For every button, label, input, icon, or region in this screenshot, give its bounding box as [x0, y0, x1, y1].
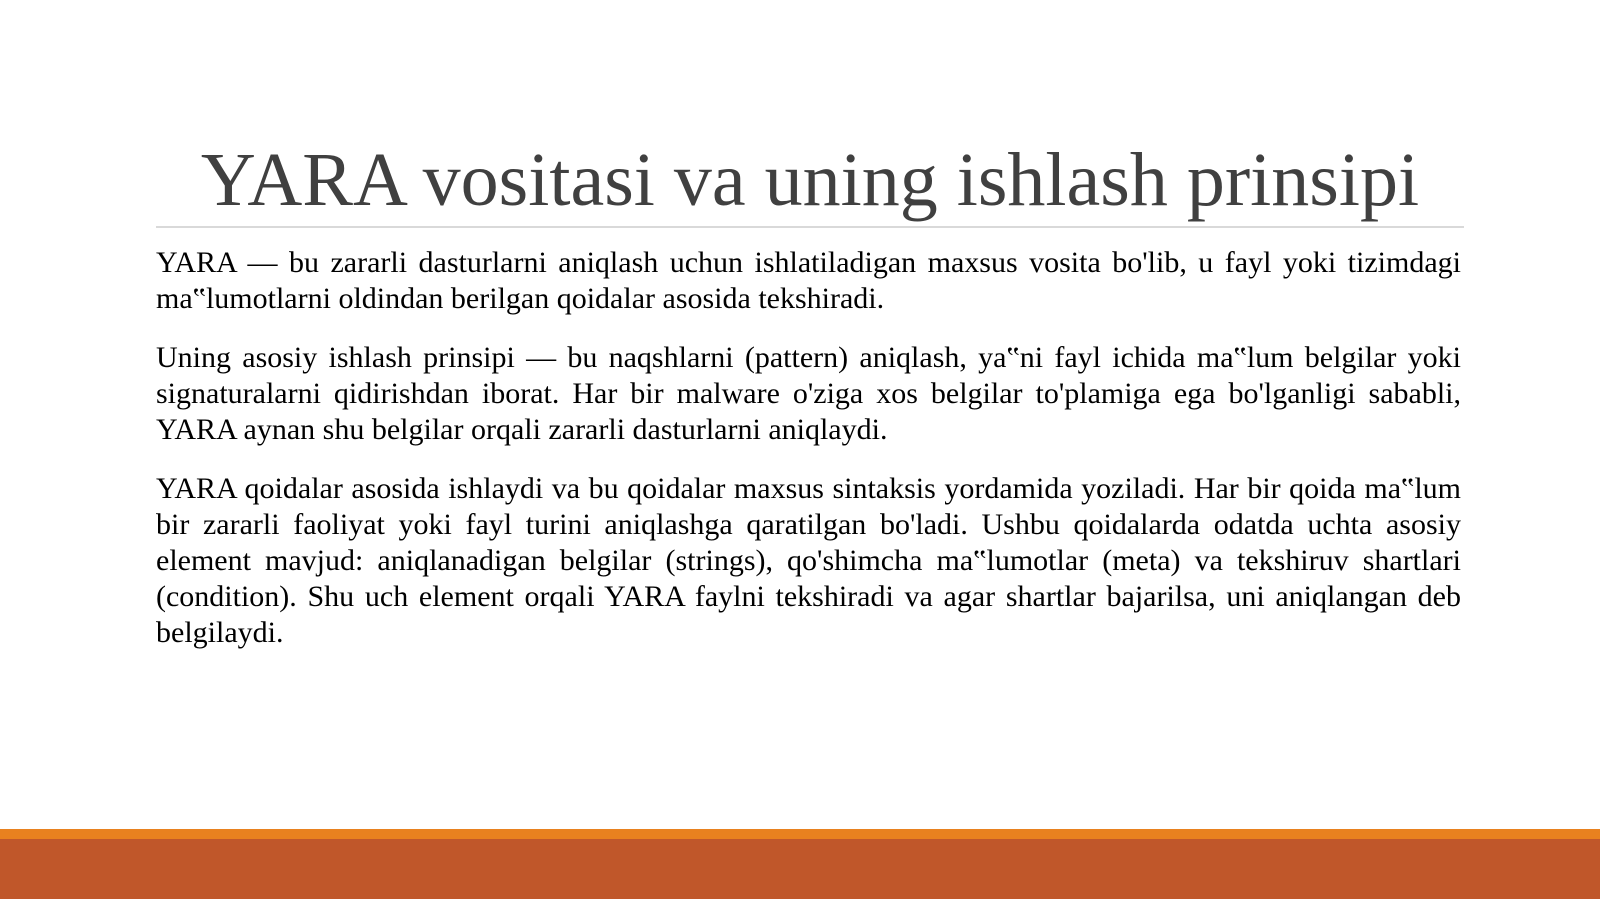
footer-accent-bar — [0, 839, 1600, 899]
slide-body — [156, 245, 1461, 674]
body-paragraph-1: YARA — bu zararli dasturlarni aniqlash uchun ishlatiladigan maxsus vosita bo'lib, u fayl yoki tizimdagi ma‟lumotlarni oldindan berilgan qoidalar asosida tekshiradi. — [156, 246, 1461, 315]
title-divider — [156, 226, 1464, 228]
footer-accent-stripe — [0, 829, 1600, 839]
body-paragraph-3: YARA qoidalar asosida ishlaydi va bu qoidalar maxsus sintaksis yordamida yoziladi. Har bir qoida ma‟lum bir zararli faoliyat yoki fayl turini aniqlashga qaratilgan bo'ladi. Ushbu qoidalarda odatda uchta asosiy element mavjud: aniqlanadigan belgilar (strings), qo'shimcha ma‟lumotlar (meta) va tekshiruv shartlari (condition). Shu uch element orqali YARA faylni tekshiradi va agar shartlar bajarilsa, uni aniqlangan deb belgilaydi. — [156, 472, 1461, 649]
slide-title: YARA vositasi va uning ishlash prinsipi — [200, 138, 1420, 222]
body-paragraph-2: Uning asosiy ishlash prinsipi — bu naqshlarni (pattern) aniqlash, ya‟ni fayl ichida ma‟lum belgilar yoki signaturalarni qidirishdan iborat. Har bir malware o'ziga xos belgilar to'plamiga ega bo'lganligi sababli, YARA aynan shu belgilar orqali zararli dasturlarni aniqlaydi. — [156, 341, 1461, 446]
